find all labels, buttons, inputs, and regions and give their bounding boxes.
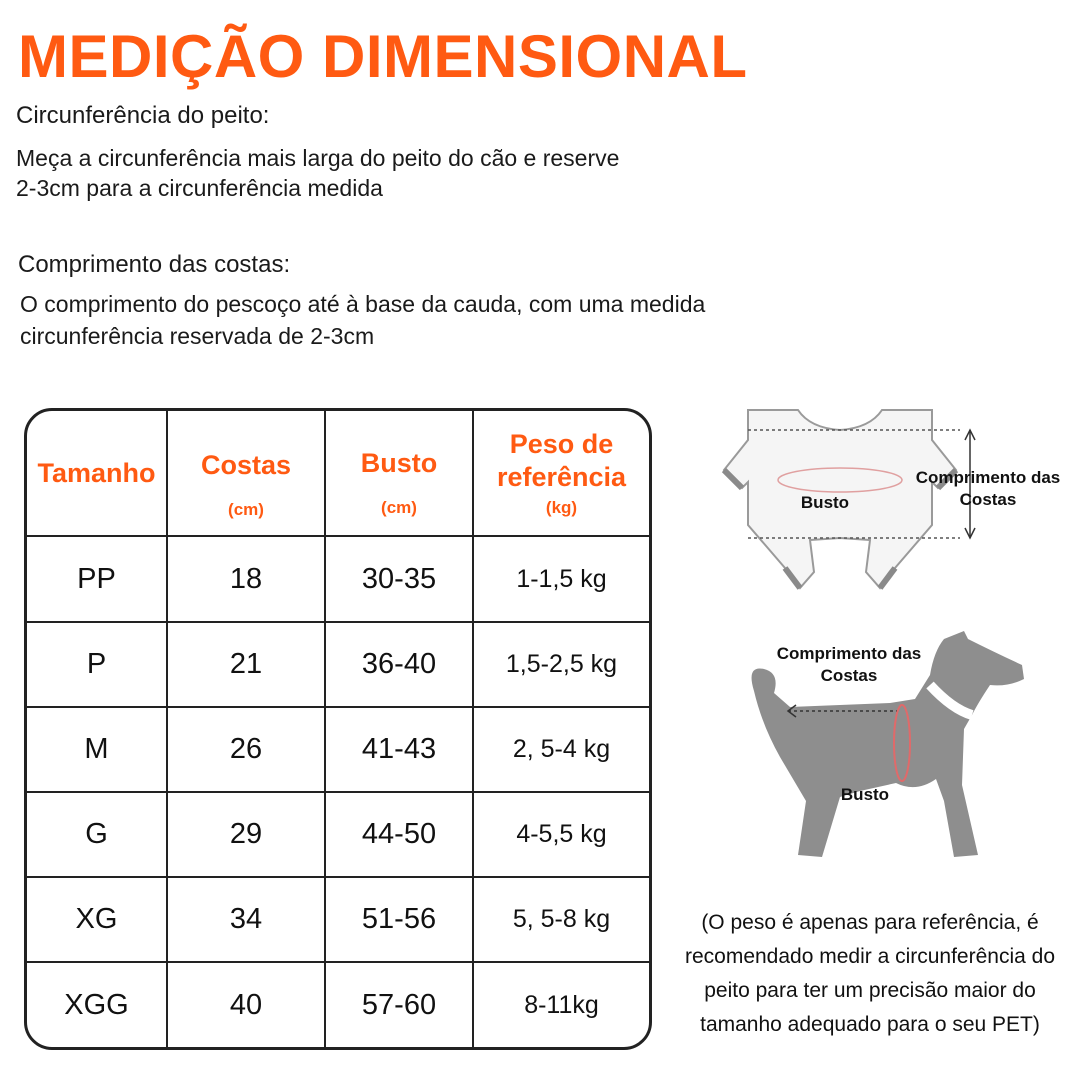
header-weight	[474, 411, 649, 537]
table-cell-size: M	[27, 708, 168, 793]
chest-label: Circunferência do peito:	[16, 102, 270, 129]
weight-note: (O peso é apenas para referência, é recomendado medir a circunferência do peito para ter um precisão maior do tamanho adequado para o seu PET)	[684, 911, 1056, 1036]
size-table-grid	[27, 411, 649, 1047]
header-chest-unit: (cm)	[381, 497, 417, 517]
garment-length-label: Comprimento das Costas	[915, 468, 1061, 509]
table-cell-chest: 41-43	[326, 708, 474, 793]
table-cell-back-length: 34	[168, 878, 326, 963]
table-cell-chest: 44-50	[326, 793, 474, 878]
table-cell-weight: 8-11kg	[524, 990, 599, 1019]
table-cell-size: XG	[27, 878, 168, 963]
page-title: MEDIÇÃO DIMENSIONAL	[18, 23, 748, 90]
table-cell-size: PP	[27, 537, 168, 623]
table-cell-chest: 57-60	[326, 963, 474, 1047]
header-size-label: Tamanho	[37, 457, 156, 488]
table-cell-weight: 4-5,5 kg	[474, 793, 649, 878]
header-weight-label: Peso de referência	[496, 429, 627, 492]
header-back-length-label: Costas	[200, 449, 292, 480]
table-cell-weight: 1,5-2,5 kg	[474, 623, 649, 708]
table-cell-size: G	[27, 793, 168, 878]
table-cell-back-length: 40	[168, 963, 326, 1047]
header-back-length-unit: (cm)	[228, 499, 264, 519]
table-cell-chest: 51-56	[326, 878, 474, 963]
table-cell-weight: 5, 5-8 kg	[474, 878, 649, 963]
header-chest	[326, 411, 474, 537]
table-cell-size: XGG	[27, 963, 168, 1047]
size-table	[24, 408, 652, 1050]
table-cell-back-length: 26	[168, 708, 326, 793]
header-back-length	[168, 411, 326, 537]
table-cell-size: P	[27, 623, 168, 708]
header-size	[27, 411, 168, 537]
back-length-label: Comprimento das costas:	[18, 251, 291, 278]
chest-description-line-2: 2-3cm para a circunferência medida	[16, 175, 383, 201]
header-weight-unit: (kg)	[545, 498, 578, 517]
back-description-line-1: O comprimento do pescoço até à base da cauda, com uma medida	[20, 291, 706, 317]
table-cell-weight: 1-1,5 kg	[474, 537, 649, 623]
garment-chest-label: Busto	[800, 493, 850, 512]
back-description-line-2: circunferência reservada de 2-3cm	[20, 323, 375, 349]
table-cell-back-length: 29	[168, 793, 326, 878]
table-cell-chest: 36-40	[326, 623, 474, 708]
chest-description-line-1: Meça a circunferência mais larga do peito do cão e reserve	[16, 145, 620, 171]
table-cell-chest: 30-35	[326, 537, 474, 623]
dog-chest-label: Busto	[840, 785, 890, 804]
dog-length-label: Comprimento das Costas	[776, 644, 922, 685]
header-chest-label: Busto	[360, 447, 438, 478]
table-cell-back-length: 21	[168, 623, 326, 708]
table-cell-back-length: 18	[168, 537, 326, 623]
table-cell-weight: 2, 5-4 kg	[474, 708, 649, 793]
